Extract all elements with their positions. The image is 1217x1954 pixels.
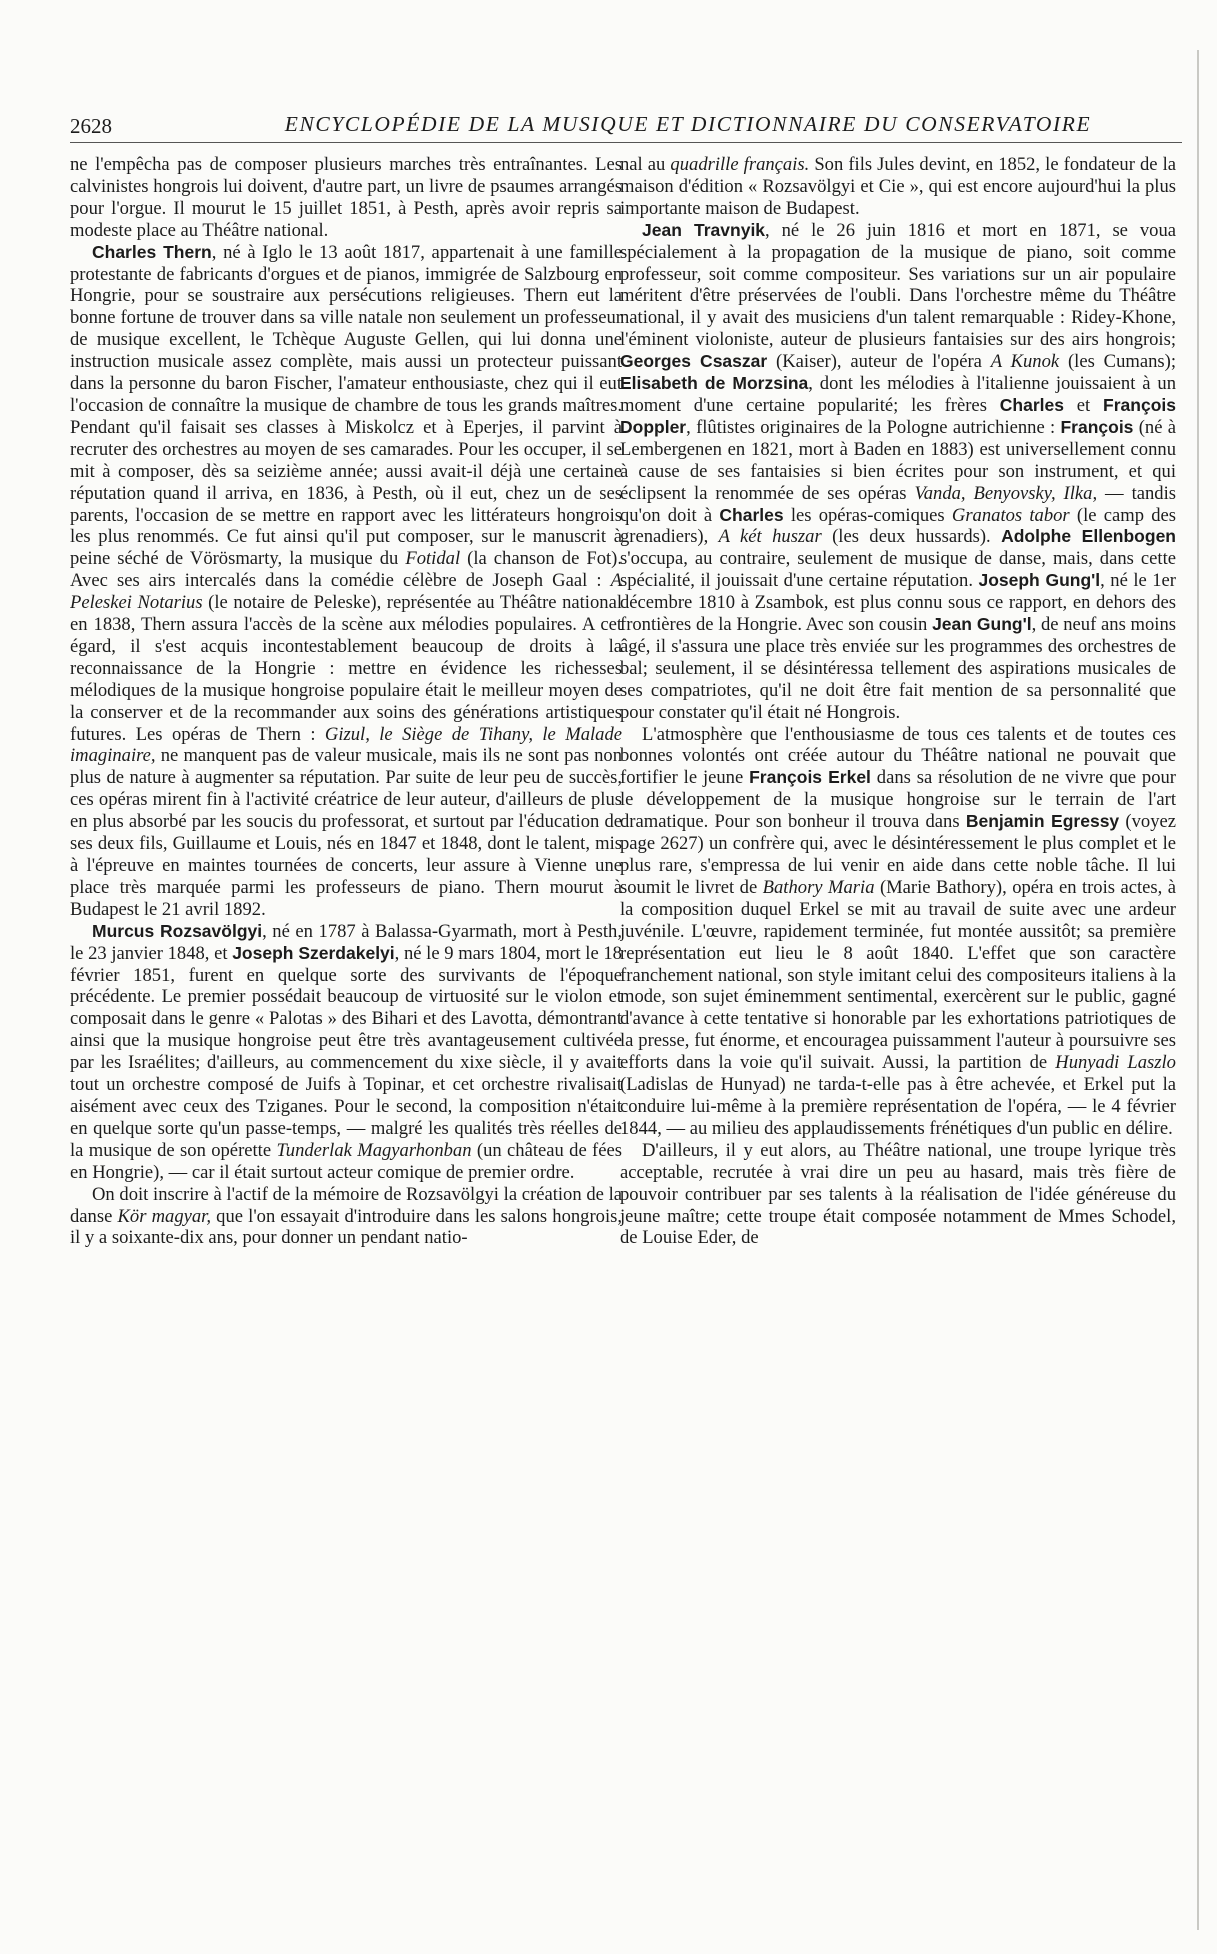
paragraph [620, 1140, 1176, 1250]
work-title: Fotidal [405, 548, 461, 570]
work-title: quadrille français. [670, 154, 810, 175]
text-run: , de neuf ans moins âgé, il s'assura une place très enviée sur les programmes des orchestres de bal; seulement, il se désintéressa tellement des aspirations musicales de ses compatriotes, qu'il ne doit être fait mention de sa personnalité que pour constater qu'il était né Hongrois. [620, 614, 1176, 723]
work-title: Bathory Maria [762, 876, 875, 898]
text-run: Son fils Jules devint, en 1852, le fondateur de la maison d'édition « Rozsavölgyi et Cie », qui est encore aujourd'hui la plus importante maison de Budapest. [620, 154, 1176, 219]
text-run: , flûtistes originaires de la Pologne autrichienne : [686, 416, 1061, 438]
person-name: Georges Csaszar [620, 351, 768, 372]
text-run: les opéras-comiques [783, 504, 952, 526]
text-run: , né le 1er décembre 1810 à Zsambok, est plus connu sous ce rapport, en dehors des frontières de la Hongrie. Avec son cousin [620, 570, 1176, 636]
text-run: (Ladislas de Hunyad) ne tarda-t-elle pas à être achevée, et Erkel put la conduire lui-même à la première représentation de l'opéra, — le 4 février 1844, — au milieu des applaudissements frénétiques d'un public en délire. [620, 1074, 1176, 1139]
paragraph [620, 724, 1176, 1140]
person-name: Charles [999, 394, 1064, 415]
right-column [620, 154, 1176, 1934]
page-edge [1197, 50, 1199, 1930]
text-run: D'ailleurs, il y eut alors, au Théâtre national, une troupe lyrique très acceptable, recrutée à vrai dire un peu au hasard, mais très fière de pouvoir contribuer par ses talents à la réalisation de l'idée généreuse du jeune maître; cette troupe était composée notamment de Mmes Schodel, de Louise Eder, de [620, 1139, 1176, 1249]
person-name: Jean Gung'l [932, 614, 1032, 635]
paragraph [70, 1184, 622, 1250]
person-name: Charles Thern [92, 241, 212, 262]
text-run: On doit inscrire à l'actif de la mémoire de Rozsavölgyi la création de la danse [70, 1183, 622, 1227]
text-run: , né le 26 juin 1816 et mort en 1871, se voua spécialement à la propagation de la musique de piano, soit comme professeur, soit comme compositeur. Ses variations sur un air populaire méritent d'être préservées de l'oubli. Dans l'orchestre même du Théâtre national, il y avait des musiciens d'un talent remarquable : Ridey-Khone, l'éminent violoniste, auteur de plusieurs fantaisies sur des airs hongrois; [620, 219, 1176, 351]
work-title: Gizul, le Siège de Tihany, le Malade imaginaire, [70, 723, 622, 767]
running-title: ENCYCLOPÉDIE DE LA MUSIQUE ET DICTIONNAIRE DU CONSERVATOIRE [284, 112, 1092, 136]
work-title: A Kunok [990, 351, 1060, 373]
text-run: L'atmosphère que l'enthousiasme de tous ces talents et de toutes ces bonnes volontés ont créée autour du Théâtre national ne pouvait que fortifier le jeune [620, 723, 1176, 789]
person-name: François [1060, 416, 1134, 437]
paragraph [70, 242, 622, 921]
text-run: (né à Lembergenen en 1821, mort à Baden en 1883) est universellement connu à cause de ses fantaisies si bien écrites pour son instrument, et qui éclipsent la renommée de ses opéras [620, 416, 1176, 504]
person-name: François Doppler [620, 394, 1176, 437]
text-run: (voyez page 2627) un confrère qui, avec le désintéressement le plus complet et le plus rare, s'empressa de lui venir en aide dans cette noble tâche. Il lui soumit le livret de [620, 811, 1176, 898]
paragraph [620, 154, 1176, 220]
person-name: Benjamin Egressy [965, 811, 1120, 832]
person-name: Jean Travnyik [642, 219, 766, 240]
text-run: et [1063, 394, 1104, 416]
text-run: (le camp des grenadiers), [620, 504, 1176, 548]
text-run: nal au [620, 154, 671, 175]
text-run: , dont les mélodies à l'italienne jouissaient à un moment d'une certaine popularité; les frères [620, 373, 1176, 416]
text-run: (la chanson de Fot). Avec ses airs intercalés dans la comédie célèbre de Joseph Gaal : [70, 548, 622, 592]
work-title: Granatos tabor [951, 504, 1070, 526]
text-run: (les deux hussards). [821, 526, 1002, 548]
text-run: , né le 9 mars 1804, mort le 18 février 1851, furent en quelque sorte des survivants de l'époque précédente. Le premier possédait beaucoup de virtuosité sur le violon et composait dans le genre « Palotas » des Bihari et des Lavotta, démontrant ainsi que la musique hongroise peut être très avantageusement cultivée par les Israélites; d'ailleurs, au commencement du xixe siècle, il y avait tout un orchestre composé de Juifs à Topinar, et cet orchestre rivalisait aisément avec ceux des Tziganes. Pour le second, la composition n'était en quelque sorte qu'un passe-temps, — malgré les qualités très réelles de la musique de son opérette [70, 942, 622, 1161]
work-title: Hunyadi Laszlo [1055, 1052, 1176, 1074]
text-run: (les Cumans); [1059, 351, 1176, 373]
left-column [70, 154, 622, 1934]
person-name: Murcus Rozsavölgyi [92, 920, 263, 941]
person-name: Adolphe Ellenbogen [1001, 526, 1176, 547]
paragraph [70, 154, 622, 242]
text-run: , né en 1787 à Balassa-Gyarmath, mort à Pesth, le 23 janvier 1848, et [70, 920, 622, 964]
text-run: (Marie Bathory), opéra en trois actes, à la composition duquel Erkel se mit au travail de suite avec une ardeur juvénile. L'œuvre, rapidement terminée, fut montée aussitôt; sa première représentation eut lieu le 8 août 1840. L'effet que son caractère franchement national, son style imitant celui des compositeurs italiens à la mode, son sujet éminemment sentimental, exercèrent sur le public, gagné d'avance à cette tentative si honorable par les exhortations patriotiques de la presse, fut énorme, et encouragea puissamment l'auteur à poursuivre ses efforts dans la voie qu'il suivait. Aussi, la partition de [620, 876, 1176, 1074]
text-run: que l'on essayait d'introduire dans les salons hongrois, il y a soixante-dix ans, pour donner un pendant natio- [70, 1205, 622, 1249]
page-number: 2628 [70, 114, 112, 138]
work-title: A két huszar [718, 526, 822, 548]
work-title: Vanda, Benyovsky, Ilka, [914, 482, 1098, 504]
text-run: (un château de fées en Hongrie), — car il était surtout acteur comique de premier ordre. [70, 1139, 622, 1183]
page-header [70, 108, 1182, 143]
text-run: (le notaire de Peleske), représentée au Théâtre national en 1838, Thern assura l'accès de la scène aux mélodies populaires. A cet égard, il s'est acquis incontestablement beaucoup de droits à la reconnaissance de la Hongrie : mettre en évidence les richesses mélodiques de la musique hongroise populaire était le meilleur moyen de la conserver et de la recommander aux soins des générations artistiques futures. Les opéras de Thern : [70, 592, 622, 745]
paragraph [620, 220, 1176, 724]
person-name: François Erkel [749, 767, 871, 788]
text-run: ne manquent pas de valeur musicale, mais ils ne sont pas non plus de nature à augmenter sa réputation. Par suite de leur peu de succès, ces opéras mirent fin à l'activité créatrice de leur auteur, d'ailleurs de plus en plus absorbé par les soucis du professorat, et surtout par l'éducation de ses deux fils, Guillaume et Louis, nés en 1847 et 1848, dont le talent, mis à l'épreuve en maintes tournées de concerts, leur assure à Vienne une place très marquée parmi les professeurs de piano. Thern mourut à Budapest le 21 avril 1892. [70, 745, 622, 920]
text-run: dans sa résolution de ne vivre que pour le développement de la musique hongroise sur le terrain de l'art dramatique. Pour son bonheur il trouva dans [620, 767, 1176, 833]
person-name: Joseph Szerdakelyi [232, 942, 395, 963]
person-name: Elisabeth de Morzsina [620, 373, 809, 394]
work-title: Tunderlak Magyarhonban [276, 1139, 472, 1161]
paragraph [70, 921, 622, 1184]
person-name: Charles [719, 504, 784, 525]
text-run: s'occupa, au contraire, seulement de musique de danse, mais, dans cette spécialité, il jouissait d'une certaine réputation. [620, 548, 1176, 592]
text-run: , né à Iglo le 13 août 1817, appartenait à une famille protestante de fabricants d'orgues et de pianos, immigrée de Salzbourg en Hongrie, pour se soustraire aux persécutions religieuses. Thern eut la bonne fortune de trouver dans sa ville natale non seulement un professeur de musique excellent, le Tchèque Auguste Gellen, qui lui donna une instruction musicale assez complète, mais aussi un protecteur puissant dans la personne du baron Fischer, l'amateur enthousiaste, chez qui il eut l'occasion de connaître la musique de chambre de tous les grands maîtres. Pendant qu'il faisait ses classes à Miskolcz et à Eperjes, il parvint à recruter des orchestres au moyen de ses camarades. Pour les occuper, il se mit à composer, dès sa seizième année; aussi avait-il déjà une certaine réputation quand il arriva, en 1836, à Pesth, où il eut, chez un de ses parents, l'occasion de se mettre en rapport avec les littérateurs hongrois les plus renommés. Ce fut ainsi qu'il put composer, sur le manuscrit à peine séché de Vörösmarty, la musique du [70, 241, 622, 570]
person-name: Joseph Gung'l [978, 570, 1101, 591]
text-run: ne l'empêcha pas de composer plusieurs marches très entraînantes. Les calvinistes hongrois lui doivent, d'autre part, un livre de psaumes arrangés pour l'orgue. Il mourut le 15 juillet 1851, à Pesth, après avoir repris sa modeste place au Théâtre national. [70, 154, 622, 241]
text-run: (Kaiser), auteur de l'opéra [767, 351, 991, 373]
work-title: A Peleskei Notarius [70, 570, 622, 614]
work-title: Kör magyar, [117, 1205, 211, 1227]
text-run: — tandis qu'on doit à [620, 482, 1176, 526]
